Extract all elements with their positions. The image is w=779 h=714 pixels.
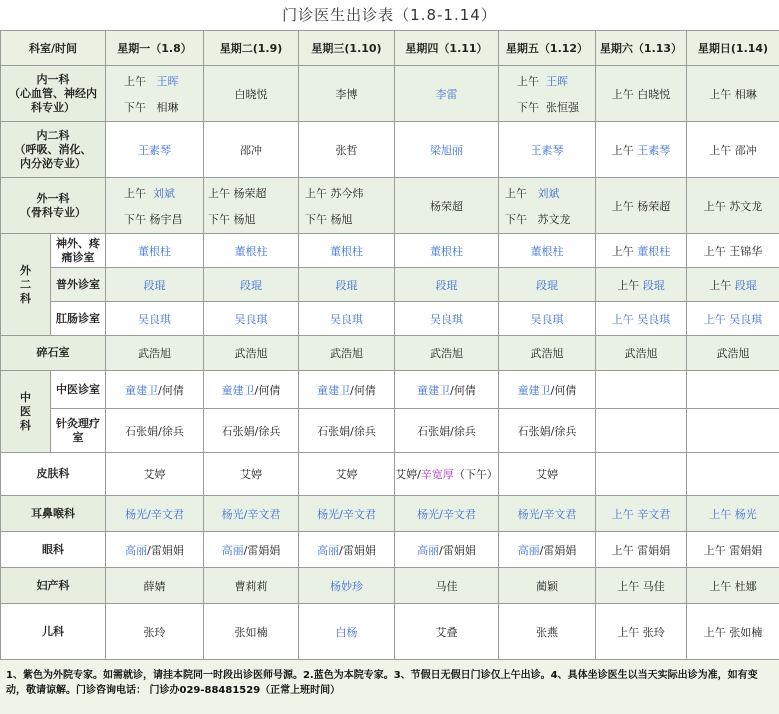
- dept-waike1: 外一科 （骨科专业）: [1, 178, 106, 234]
- cell-neike2-sun: 上午 邵冲: [687, 122, 779, 178]
- cell-shenwai-sat: 上午 董根柱: [596, 234, 687, 268]
- row-pifu: [1, 453, 779, 496]
- cell-yanke-thu: 高丽/雷娟娟: [395, 532, 499, 568]
- cell-fuchan-sat: 上午 马佳: [596, 568, 687, 604]
- cell-waike1-fri: 上午 刘斌 下午 苏文龙: [499, 178, 596, 234]
- cell-neike1-wed: 李博: [299, 66, 395, 122]
- cell-puwai-sat: 上午 段琨: [596, 268, 687, 302]
- dept-erbi: 耳鼻喉科: [1, 496, 106, 532]
- cell-puwai-thu: 段琨: [395, 268, 499, 302]
- cell-shenwai-fri: 董根柱: [499, 234, 596, 268]
- header-saturday: 星期六（1.13）: [596, 31, 687, 66]
- cell-waike1-sun: 上午 苏文龙: [687, 178, 779, 234]
- cell-waike1-wed: 上午 苏今炜 下午 杨旭: [299, 178, 395, 234]
- header-tuesday: 星期二(1.9): [204, 31, 299, 66]
- cell-yanke-wed: 高丽/雷娟娟: [299, 532, 395, 568]
- cell-neike2-wed: 张哲: [299, 122, 395, 178]
- row-fuchan: [1, 568, 779, 604]
- row-neike1: [1, 66, 779, 122]
- dept-yanke: 眼科: [1, 532, 106, 568]
- dept-fuchan: 妇产科: [1, 568, 106, 604]
- cell-zhenjiu-sat: [596, 409, 687, 453]
- row-suishi: [1, 336, 779, 371]
- footer-line-1: 1、紫色为外院专家。如需就诊，请挂本院同一时段出诊医师号源。2.蓝色为本院专家。3、节假日无假日门诊仅上午出诊。4、具体坐诊医生以当天实际出诊为准，如有变: [6, 670, 758, 681]
- cell-puwai-tue: 段琨: [204, 268, 299, 302]
- cell-shenwai-thu: 董根柱: [395, 234, 499, 268]
- row-puwai: [1, 268, 779, 302]
- dept-erke: 儿科: [1, 604, 106, 660]
- schedule-table: [0, 30, 779, 234]
- dept-suishi: 碎石室: [1, 336, 106, 371]
- cell-erbi-fri: 杨光/辛文君: [499, 496, 596, 532]
- row-zhongyi-zhenjiu: [1, 409, 779, 453]
- cell-gangchang-thu: 吴良琪: [395, 302, 499, 336]
- cell-suishi-wed: 武浩旭: [299, 336, 395, 371]
- cell-zhongyi-tue: 童建卫/何倩: [204, 371, 299, 409]
- schedule-table-lower: [0, 233, 779, 660]
- cell-pifu-mon: 艾婷: [106, 453, 204, 496]
- cell-pifu-wed: 艾婷: [299, 453, 395, 496]
- dept-neike2: 内二科 （呼吸、消化、 内分泌专业）: [1, 122, 106, 178]
- cell-yanke-mon: 高丽/雷娟娟: [106, 532, 204, 568]
- cell-zhenjiu-mon: 石张娟/徐兵: [106, 409, 204, 453]
- footer-line-2: 动，敬请谅解。门诊咨询电话： 门诊办029-88481529（正常上班时间）: [6, 685, 341, 696]
- cell-pifu-sun: [687, 453, 779, 496]
- cell-waike1-thu: 杨荣超: [395, 178, 499, 234]
- cell-gangchang-wed: 吴良琪: [299, 302, 395, 336]
- cell-erke-sun: 上午 张如楠: [687, 604, 779, 660]
- cell-gangchang-tue: 吴良琪: [204, 302, 299, 336]
- subdept-shenwai: 神外、疼 痛诊室: [51, 234, 106, 268]
- cell-neike2-fri: 王素琴: [499, 122, 596, 178]
- dept-pifu: 皮肤科: [1, 453, 106, 496]
- cell-erbi-mon: 杨光/辛文君: [106, 496, 204, 532]
- row-gangchang: [1, 302, 779, 336]
- cell-yanke-sat: 上午 雷娟娟: [596, 532, 687, 568]
- cell-erke-thu: 艾叠: [395, 604, 499, 660]
- cell-puwai-wed: 段琨: [299, 268, 395, 302]
- cell-zhongyi-wed: 童建卫/何倩: [299, 371, 395, 409]
- cell-fuchan-fri: 蔺颖: [499, 568, 596, 604]
- dept-zhongyi: 中 医 科: [1, 371, 51, 453]
- cell-gangchang-sun: 上午 吴良琪: [687, 302, 779, 336]
- row-erbi: [1, 496, 779, 532]
- cell-pifu-sat: [596, 453, 687, 496]
- cell-erke-tue: 张如楠: [204, 604, 299, 660]
- cell-zhongyi-mon: 童建卫/何倩: [106, 371, 204, 409]
- dept-waike2: 外 二 科: [1, 234, 51, 336]
- cell-gangchang-mon: 吴良琪: [106, 302, 204, 336]
- cell-neike1-mon: 上午 王晖 下午 相琳: [106, 66, 204, 122]
- subdept-zhongyi-zhenshi: 中医诊室: [51, 371, 106, 409]
- cell-waike1-mon: 上午 刘斌 下午 杨宇昌: [106, 178, 204, 234]
- cell-neike2-sat: 上午 王素琴: [596, 122, 687, 178]
- footer-notes: [0, 660, 779, 714]
- subdept-gangchang: 肛肠诊室: [51, 302, 106, 336]
- cell-neike2-mon: 王素琴: [106, 122, 204, 178]
- dept-neike1: 内一科 （心血管、神经内 科专业）: [1, 66, 106, 122]
- row-yanke: [1, 532, 779, 568]
- cell-pifu-thu: 艾婷/辛宽厚（下午）: [395, 453, 499, 496]
- row-zhongyi-zhenshi: [1, 371, 779, 409]
- cell-suishi-tue: 武浩旭: [204, 336, 299, 371]
- cell-suishi-sat: 武浩旭: [596, 336, 687, 371]
- cell-yanke-sun: 上午 雷娟娟: [687, 532, 779, 568]
- cell-shenwai-tue: 董根柱: [204, 234, 299, 268]
- cell-neike1-tue: 白晓悦: [204, 66, 299, 122]
- cell-neike1-fri: 上午 王晖 下午 张恒强: [499, 66, 596, 122]
- cell-erke-wed: 白杨: [299, 604, 395, 660]
- cell-neike1-sat: 上午 白晓悦: [596, 66, 687, 122]
- cell-shenwai-mon: 董根柱: [106, 234, 204, 268]
- cell-puwai-fri: 段琨: [499, 268, 596, 302]
- cell-zhenjiu-fri: 石张娟/徐兵: [499, 409, 596, 453]
- cell-erbi-sat: 上午 辛文君: [596, 496, 687, 532]
- cell-erke-sat: 上午 张玲: [596, 604, 687, 660]
- cell-suishi-sun: 武浩旭: [687, 336, 779, 371]
- cell-puwai-mon: 段琨: [106, 268, 204, 302]
- header-thursday: 星期四（1.11）: [395, 31, 499, 66]
- cell-pifu-tue: 艾婷: [204, 453, 299, 496]
- header-row: [1, 31, 779, 66]
- cell-gangchang-fri: 吴良琪: [499, 302, 596, 336]
- cell-fuchan-thu: 马佳: [395, 568, 499, 604]
- cell-neike2-thu: 梁旭丽: [395, 122, 499, 178]
- cell-shenwai-sun: 上午 王锦华: [687, 234, 779, 268]
- header-sunday: 星期日(1.14): [687, 31, 779, 66]
- row-shenwai: [1, 234, 779, 268]
- page-title: 门诊医生出诊表（1.8-1.14）: [282, 6, 497, 24]
- cell-waike1-sat: 上午 杨荣超: [596, 178, 687, 234]
- cell-erbi-tue: 杨光/辛文君: [204, 496, 299, 532]
- cell-zhenjiu-thu: 石张娟/徐兵: [395, 409, 499, 453]
- row-waike1: [1, 178, 779, 234]
- cell-erbi-sun: 上午 杨光: [687, 496, 779, 532]
- header-friday: 星期五（1.12）: [499, 31, 596, 66]
- cell-shenwai-wed: 董根柱: [299, 234, 395, 268]
- subdept-zhenjiu: 针灸理疗 室: [51, 409, 106, 453]
- cell-yanke-fri: 高丽/雷娟娟: [499, 532, 596, 568]
- cell-fuchan-mon: 薛婧: [106, 568, 204, 604]
- cell-neike1-sun: 上午 相琳: [687, 66, 779, 122]
- cell-waike1-tue: 上午 杨荣超 下午 杨旭: [204, 178, 299, 234]
- cell-zhongyi-sun: [687, 371, 779, 409]
- cell-suishi-thu: 武浩旭: [395, 336, 499, 371]
- cell-suishi-mon: 武浩旭: [106, 336, 204, 371]
- cell-neike1-thu: 李雷: [395, 66, 499, 122]
- header-wednesday: 星期三(1.10): [299, 31, 395, 66]
- cell-gangchang-sat: 上午 吴良琪: [596, 302, 687, 336]
- header-monday: 星期一（1.8）: [106, 31, 204, 66]
- cell-neike2-tue: 邵冲: [204, 122, 299, 178]
- cell-erke-fri: 张燕: [499, 604, 596, 660]
- header-dept-time: 科室/时间: [1, 31, 106, 66]
- cell-erke-mon: 张玲: [106, 604, 204, 660]
- cell-zhenjiu-sun: [687, 409, 779, 453]
- cell-puwai-sun: 上午 段琨: [687, 268, 779, 302]
- cell-zhongyi-fri: 童建卫/何倩: [499, 371, 596, 409]
- cell-zhenjiu-tue: 石张娟/徐兵: [204, 409, 299, 453]
- cell-yanke-tue: 高丽/雷娟娟: [204, 532, 299, 568]
- cell-zhongyi-thu: 童建卫/何倩: [395, 371, 499, 409]
- row-neike2: [1, 122, 779, 178]
- cell-fuchan-tue: 曹莉莉: [204, 568, 299, 604]
- cell-zhongyi-sat: [596, 371, 687, 409]
- cell-suishi-fri: 武浩旭: [499, 336, 596, 371]
- row-erke: [1, 604, 779, 660]
- cell-fuchan-sun: 上午 杜娜: [687, 568, 779, 604]
- cell-fuchan-wed: 杨妙珍: [299, 568, 395, 604]
- subdept-puwai: 普外诊室: [51, 268, 106, 302]
- cell-pifu-fri: 艾婷: [499, 453, 596, 496]
- cell-zhenjiu-wed: 石张娟/徐兵: [299, 409, 395, 453]
- cell-erbi-wed: 杨光/辛文君: [299, 496, 395, 532]
- cell-erbi-thu: 杨光/辛文君: [395, 496, 499, 532]
